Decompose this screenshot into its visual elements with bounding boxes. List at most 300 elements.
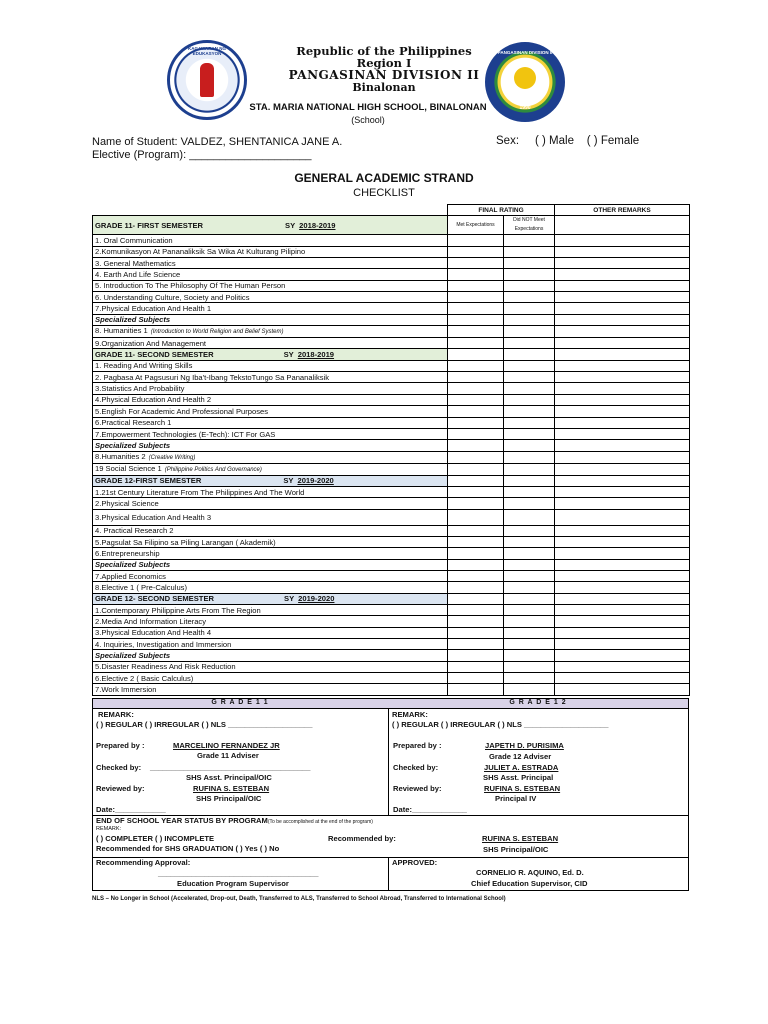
school-name: STA. MARIA NATIONAL HIGH SCHOOL, BINALONAN <box>249 102 487 113</box>
row-label: 4. Earth And Life Science <box>95 270 181 280</box>
met-cell[interactable] <box>448 235 504 246</box>
met-cell[interactable] <box>448 498 504 509</box>
met-cell[interactable] <box>448 486 504 497</box>
other-remarks-cell[interactable] <box>555 303 690 314</box>
other-remarks-cell[interactable] <box>555 406 690 417</box>
semester-label <box>93 593 448 604</box>
not-met-cell[interactable] <box>504 326 555 338</box>
deped-seal-text: KAGAWARAN NG EDUKASYON <box>188 46 226 56</box>
table-header-row-1 <box>93 205 690 216</box>
not-met-cell[interactable] <box>504 280 555 291</box>
met-cell[interactable] <box>448 475 504 486</box>
subject-name <box>93 639 448 650</box>
not-met-cell[interactable] <box>504 338 555 349</box>
school-year-value: 2018-2019 <box>299 220 336 230</box>
other-remarks-cell[interactable] <box>555 498 690 509</box>
row-label: 2.Media And Information Literacy <box>95 616 207 626</box>
met-cell[interactable] <box>448 360 504 371</box>
g12-checked-label: Checked by: <box>393 763 439 772</box>
met-cell[interactable] <box>448 463 504 475</box>
sex-female-option[interactable]: ( ) Female <box>586 135 640 147</box>
specialized-subjects-row <box>93 440 690 451</box>
subject-row <box>93 383 690 394</box>
subject-name <box>93 486 448 497</box>
subject-name <box>93 463 448 475</box>
header-line-4: Binalonan <box>352 81 416 94</box>
semester-label <box>93 216 448 235</box>
school-year <box>285 221 335 230</box>
other-remarks-cell[interactable] <box>555 292 690 303</box>
subject-row <box>93 661 690 672</box>
other-remarks-cell[interactable] <box>555 383 690 394</box>
subject-name <box>93 360 448 371</box>
checklist-table <box>92 204 690 696</box>
g12-reviewer-title: Principal IV <box>495 794 537 803</box>
subject-name <box>93 235 448 246</box>
subject-row <box>93 627 690 638</box>
row-label: 1. Oral Communication <box>95 236 173 246</box>
met-cell[interactable] <box>448 509 504 525</box>
not-met-cell[interactable] <box>504 258 555 269</box>
other-remarks-cell[interactable] <box>555 258 690 269</box>
other-remarks-cell[interactable] <box>555 372 690 383</box>
not-met-cell[interactable] <box>504 604 555 615</box>
not-met-cell[interactable] <box>504 246 555 257</box>
g11-date: Date:____________ <box>96 805 166 814</box>
not-met-cell[interactable] <box>504 440 555 451</box>
other-remarks-cell[interactable] <box>555 536 690 547</box>
not-met-cell[interactable] <box>504 463 555 475</box>
school-year-value: 2018-2019 <box>297 350 335 360</box>
row-label: Specialized Subjects <box>95 440 171 450</box>
not-met-cell[interactable] <box>504 616 555 627</box>
other-remarks-cell[interactable] <box>555 417 690 428</box>
sex-label: Sex: <box>496 135 520 147</box>
g11-adviser-title: Grade 11 Adviser <box>197 751 259 760</box>
recommended-label: Recommended by: <box>328 834 396 843</box>
other-remarks-cell[interactable] <box>555 525 690 536</box>
row-label: 5.English For Academic And Professional Purposes <box>95 406 269 416</box>
row-label: 19 Social Science 1 <box>95 463 162 473</box>
not-met-cell[interactable] <box>504 498 555 509</box>
other-remarks-cell[interactable] <box>555 486 690 497</box>
not-met-cell[interactable] <box>504 417 555 428</box>
row-label: GRADE 11- FIRST SEMESTER <box>95 220 204 230</box>
g12-checker-title: SHS Asst. Principal <box>483 773 554 782</box>
other-remarks-cell[interactable] <box>555 280 690 291</box>
other-remarks-cell[interactable] <box>555 593 690 604</box>
other-remarks-cell[interactable] <box>555 673 690 684</box>
other-remarks-cell[interactable] <box>555 684 690 695</box>
division-seal-year: 1990 <box>519 105 531 111</box>
not-met-cell[interactable] <box>504 235 555 246</box>
not-met-cell[interactable] <box>504 582 555 593</box>
subject-name <box>93 406 448 417</box>
subject-name <box>93 604 448 615</box>
not-met-cell[interactable] <box>504 383 555 394</box>
not-met-cell[interactable] <box>504 314 555 325</box>
g12-prepared-label: Prepared by : <box>393 741 442 750</box>
met-cell[interactable] <box>448 428 504 439</box>
met-cell[interactable] <box>448 440 504 451</box>
semester-label <box>93 475 448 486</box>
row-label: 7.Work Immersion <box>95 685 157 695</box>
subject-row <box>93 463 690 475</box>
not-met-cell[interactable] <box>504 661 555 672</box>
not-met-cell[interactable] <box>504 303 555 314</box>
subject-row <box>93 372 690 383</box>
subject-name <box>93 616 448 627</box>
not-met-cell[interactable] <box>504 360 555 371</box>
g11-checked-line: ______________________________________ <box>150 763 311 772</box>
final-rating-header: FINAL RATING <box>448 205 555 216</box>
subject-row <box>93 525 690 536</box>
subject-row <box>93 303 690 314</box>
school-year <box>284 350 334 359</box>
row-label: 1.21st Century Literature From The Philippines And The World <box>95 487 305 497</box>
not-met-cell[interactable] <box>504 559 555 570</box>
subject-row <box>93 582 690 593</box>
signatures-section <box>92 698 689 896</box>
school-year-label: SY <box>283 350 294 360</box>
subject-name <box>93 684 448 695</box>
subject-row <box>93 536 690 547</box>
row-label: 6. Understanding Culture, Society and Politics <box>95 292 250 302</box>
row-label: 2.Komunikasyon At Pananaliksik Sa Wika At Kulturang Pilipino <box>95 247 306 257</box>
grade11-banner: G R A D E 1 1 <box>211 699 269 706</box>
row-label: 6.Entrepreneurship <box>95 548 160 558</box>
subject-name <box>93 428 448 439</box>
not-met-cell[interactable] <box>504 486 555 497</box>
specialized-subjects-row <box>93 314 690 325</box>
met-cell[interactable] <box>448 269 504 280</box>
not-met-cell[interactable] <box>504 525 555 536</box>
subject-name <box>93 548 448 559</box>
subject-row <box>93 498 690 509</box>
other-remarks-cell[interactable] <box>555 463 690 475</box>
met-cell[interactable] <box>448 661 504 672</box>
approver-name: CORNELIO R. AQUINO, Ed. D. <box>476 868 584 877</box>
other-remarks-cell[interactable] <box>555 451 690 463</box>
specialized-subjects-label <box>93 440 448 451</box>
subject-note: (Introduction to World Religion and Belief System) <box>150 329 284 336</box>
met-cell[interactable] <box>448 314 504 325</box>
other-remarks-cell[interactable] <box>555 326 690 338</box>
met-cell[interactable] <box>448 292 504 303</box>
recommender-title: SHS Principal/OIC <box>483 845 549 854</box>
subject-name <box>93 258 448 269</box>
not-met-cell[interactable] <box>504 509 555 525</box>
other-remarks-cell[interactable] <box>555 269 690 280</box>
other-remarks-cell[interactable] <box>555 548 690 559</box>
row-label: 6.Practical Research 1 <box>95 418 172 428</box>
not-met-cell[interactable] <box>504 593 555 604</box>
met-cell[interactable] <box>448 627 504 638</box>
row-label: Specialized Subjects <box>95 651 171 661</box>
subject-name <box>93 661 448 672</box>
subject-row <box>93 292 690 303</box>
subject-row <box>93 616 690 627</box>
completer-options[interactable]: ( ) COMPLETER ( ) INCOMPLETE <box>96 834 215 843</box>
row-label: 4. Practical Research 2 <box>95 526 174 536</box>
semester-row <box>93 349 690 360</box>
other-remarks-cell[interactable] <box>555 338 690 349</box>
g12-adviser-title: Grade 12 Adviser <box>489 752 552 761</box>
met-cell[interactable] <box>448 639 504 650</box>
eosy-title-text: END OF SCHOOL YEAR STATUS BY PROGRAM <box>96 816 268 825</box>
met-cell[interactable] <box>448 417 504 428</box>
division-seal-text: PANGASINAN DIVISION II <box>497 50 553 55</box>
sex-male-option[interactable]: ( ) Male <box>535 135 574 147</box>
subject-name <box>93 280 448 291</box>
specialized-subjects-row <box>93 650 690 661</box>
met-cell[interactable] <box>448 338 504 349</box>
g12-checker-name: JULIET A. ESTRADA <box>484 763 559 772</box>
met-cell[interactable] <box>448 650 504 661</box>
school-year-label: SY <box>284 594 295 604</box>
g12-remark-label: REMARK: <box>392 710 428 719</box>
other-remarks-cell[interactable] <box>555 509 690 525</box>
other-remarks-cell[interactable] <box>555 661 690 672</box>
not-met-cell[interactable] <box>504 639 555 650</box>
g12-adviser-name: JAPETH D. PURISIMA <box>485 741 564 750</box>
specialized-subjects-row <box>93 559 690 570</box>
student-name-row <box>92 136 342 148</box>
met-cell[interactable] <box>448 383 504 394</box>
met-cell[interactable] <box>448 616 504 627</box>
other-remarks-cell[interactable] <box>555 650 690 661</box>
subject-name <box>93 383 448 394</box>
row-label: 4.Physical Education And Health 2 <box>95 395 212 405</box>
eps-signature-line: ______________________________________ <box>158 869 319 878</box>
other-remarks-cell[interactable] <box>555 349 690 360</box>
subject-name <box>93 292 448 303</box>
met-cell[interactable] <box>448 570 504 581</box>
g12-date: Date:_____________ <box>393 805 467 814</box>
student-name-value: VALDEZ, SHENTANICA JANE A. <box>180 136 343 148</box>
subject-name <box>93 246 448 257</box>
sex-row <box>496 135 639 147</box>
subject-name <box>93 417 448 428</box>
row-label: 8.Elective 1 ( Pre-Calculus) <box>95 582 188 592</box>
subject-row <box>93 326 690 338</box>
other-remarks-cell[interactable] <box>555 475 690 486</box>
met-cell[interactable] <box>448 525 504 536</box>
elective-program: Elective (Program): ____________________ <box>92 149 312 161</box>
g12-remark-options[interactable]: ( ) REGULAR ( ) IRREGULAR ( ) NLS ____________________ <box>392 720 609 729</box>
subject-name <box>93 536 448 547</box>
subject-name <box>93 525 448 536</box>
met-cell[interactable] <box>448 280 504 291</box>
g12-reviewer-name: RUFINA S. ESTEBAN <box>484 784 561 793</box>
met-cell[interactable] <box>448 536 504 547</box>
specialized-subjects-label <box>93 559 448 570</box>
other-remarks-cell[interactable] <box>555 394 690 405</box>
other-remarks-cell[interactable] <box>555 570 690 581</box>
met-cell[interactable] <box>448 326 504 338</box>
met-cell[interactable] <box>448 258 504 269</box>
row-label: 7.Empowerment Technologies (E-Tech): ICT For GAS <box>95 429 276 439</box>
student-name-label: Name of Student: <box>92 136 178 148</box>
g11-adviser-name: MARCELINO FERNANDEZ JR <box>173 741 280 750</box>
subject-row <box>93 673 690 684</box>
other-remarks-cell[interactable] <box>555 360 690 371</box>
not-met-cell[interactable] <box>504 570 555 581</box>
subject-row <box>93 280 690 291</box>
g12-reviewed-label: Reviewed by: <box>393 784 442 793</box>
subject-row <box>93 417 690 428</box>
met-cell[interactable] <box>448 451 504 463</box>
subject-name <box>93 338 448 349</box>
specialized-subjects-label <box>93 650 448 661</box>
subject-name <box>93 582 448 593</box>
g11-reviewer-name: RUFINA S. ESTEBAN <box>193 784 270 793</box>
not-met-cell[interactable] <box>504 684 555 695</box>
subject-row <box>93 451 690 463</box>
other-remarks-cell[interactable] <box>555 428 690 439</box>
subject-row <box>93 604 690 615</box>
school-year-label: SY <box>283 476 294 486</box>
form-title: GENERAL ACADEMIC STRAND <box>294 171 474 185</box>
subject-row <box>93 548 690 559</box>
met-cell[interactable] <box>448 673 504 684</box>
subject-row <box>93 406 690 417</box>
met-cell[interactable] <box>448 684 504 695</box>
approver-title: Chief Education Supervisor, CID <box>471 879 588 888</box>
other-remarks-header: OTHER REMARKS <box>555 205 690 216</box>
row-label: 6.Elective 2 ( Basic Calculus) <box>95 673 194 683</box>
row-label: 8. Humanities 1 <box>95 326 148 336</box>
met-cell[interactable] <box>448 559 504 570</box>
row-label: 3. General Mathematics <box>95 258 176 268</box>
header-line-3: PANGASINAN DIVISION II <box>288 68 480 82</box>
not-met-cell[interactable] <box>504 673 555 684</box>
subject-note: (Philippine Politics And Governance) <box>164 466 262 473</box>
subject-row <box>93 258 690 269</box>
subject-name <box>93 673 448 684</box>
row-label: 3.Physical Education And Health 3 <box>95 512 212 522</box>
other-remarks-cell[interactable] <box>555 616 690 627</box>
row-label: 8.Humanities 2 <box>95 451 146 461</box>
school-year <box>283 476 333 485</box>
row-label: 5. Introduction To The Philosophy Of The Human Person <box>95 281 286 291</box>
other-remarks-cell[interactable] <box>555 246 690 257</box>
g11-checked-title: SHS Asst. Principal/OIC <box>186 773 272 782</box>
g11-checked-label: Checked by: <box>96 763 142 772</box>
school-caption: (School) <box>351 115 385 125</box>
met-cell[interactable] <box>448 406 504 417</box>
met-cell[interactable] <box>448 582 504 593</box>
other-remarks-cell[interactable] <box>555 627 690 638</box>
subject-note: (Creative Writing) <box>148 454 196 461</box>
not-met-cell[interactable] <box>504 451 555 463</box>
not-met-cell[interactable] <box>504 627 555 638</box>
subject-name <box>93 303 448 314</box>
not-met-cell[interactable] <box>504 428 555 439</box>
nls-footnote: NLS – No Longer in School (Accelerated, Drop-out, Death, Transferred to ALS, Transferred to School Abroad, Transferred to International School) <box>92 896 506 902</box>
met-expectations-header: Met Expectations <box>448 216 504 235</box>
not-met-cell[interactable] <box>504 475 555 486</box>
row-label: GRADE 11- SECOND SEMESTER <box>95 350 214 360</box>
school-year <box>284 594 334 603</box>
eosy-note: (To be accomplished at the end of the program) <box>267 819 373 825</box>
other-remarks-cell[interactable] <box>555 639 690 650</box>
other-remarks-cell[interactable] <box>555 440 690 451</box>
subject-name <box>93 570 448 581</box>
subject-name <box>93 394 448 405</box>
other-remarks-cell[interactable] <box>555 235 690 246</box>
not-met-cell[interactable] <box>504 372 555 383</box>
row-label: 9.Organization And Management <box>95 338 207 348</box>
not-met-cell[interactable] <box>504 536 555 547</box>
subject-name <box>93 509 448 525</box>
not-met-cell[interactable] <box>504 548 555 559</box>
g11-reviewed-label: Reviewed by: <box>96 784 145 793</box>
specialized-subjects-label <box>93 314 448 325</box>
met-cell[interactable] <box>448 372 504 383</box>
other-remarks-cell[interactable] <box>555 314 690 325</box>
row-label: 2.Physical Science <box>95 498 159 508</box>
row-label: 1. Reading And Writing Skills <box>95 361 193 371</box>
not-met-cell[interactable] <box>504 349 555 360</box>
met-cell[interactable] <box>448 349 504 360</box>
row-label: 3.Statistics And Probability <box>95 384 185 394</box>
g11-remark-label: REMARK: <box>98 710 134 719</box>
other-remarks-cell[interactable] <box>555 604 690 615</box>
eosy-remark: REMARK: <box>96 826 122 832</box>
met-cell[interactable] <box>448 303 504 314</box>
subject-name <box>93 498 448 509</box>
subject-row <box>93 338 690 349</box>
met-cell[interactable] <box>448 604 504 615</box>
grade12-banner: G R A D E 1 2 <box>509 699 567 706</box>
subject-row <box>93 428 690 439</box>
subject-row <box>93 684 690 695</box>
g11-reviewer-title: SHS Principal/OIC <box>196 794 262 803</box>
header-line-1: Republic of the Philippines <box>296 44 472 58</box>
school-year-value: 2019-2020 <box>298 594 335 604</box>
met-cell[interactable] <box>448 593 504 604</box>
met-cell[interactable] <box>448 394 504 405</box>
g11-remark-options[interactable]: ( ) REGULAR ( ) IRREGULAR ( ) NLS ____________________ <box>96 720 313 729</box>
semester-row <box>93 216 690 235</box>
not-met-cell[interactable] <box>504 292 555 303</box>
not-met-cell[interactable] <box>504 650 555 661</box>
other-remarks-cell[interactable] <box>555 582 690 593</box>
other-remarks-cell[interactable] <box>555 216 690 235</box>
recommender-name: RUFINA S. ESTEBAN <box>482 834 559 843</box>
eps-title: Education Program Supervisor <box>177 879 289 888</box>
graduation-options[interactable]: Recommended for SHS GRADUATION ( ) Yes ( ) No <box>96 844 280 853</box>
met-cell[interactable] <box>448 548 504 559</box>
not-met-cell[interactable] <box>504 406 555 417</box>
form-subtitle: CHECKLIST <box>353 187 415 199</box>
not-met-expectations-header: Did NOT Meet Expectations <box>504 216 555 235</box>
other-remarks-cell[interactable] <box>555 559 690 570</box>
met-cell[interactable] <box>448 246 504 257</box>
eosy-title <box>96 816 373 827</box>
not-met-cell[interactable] <box>504 269 555 280</box>
not-met-cell[interactable] <box>504 394 555 405</box>
subject-row <box>93 235 690 246</box>
header-line-2: Region I <box>356 56 412 70</box>
subject-name <box>93 326 448 338</box>
row-label: 7.Physical Education And Health 1 <box>95 304 212 314</box>
g11-prepared-label: Prepared by : <box>96 741 145 750</box>
subject-name <box>93 372 448 383</box>
row-label: 7.Applied Economics <box>95 571 166 581</box>
subject-row <box>93 269 690 280</box>
